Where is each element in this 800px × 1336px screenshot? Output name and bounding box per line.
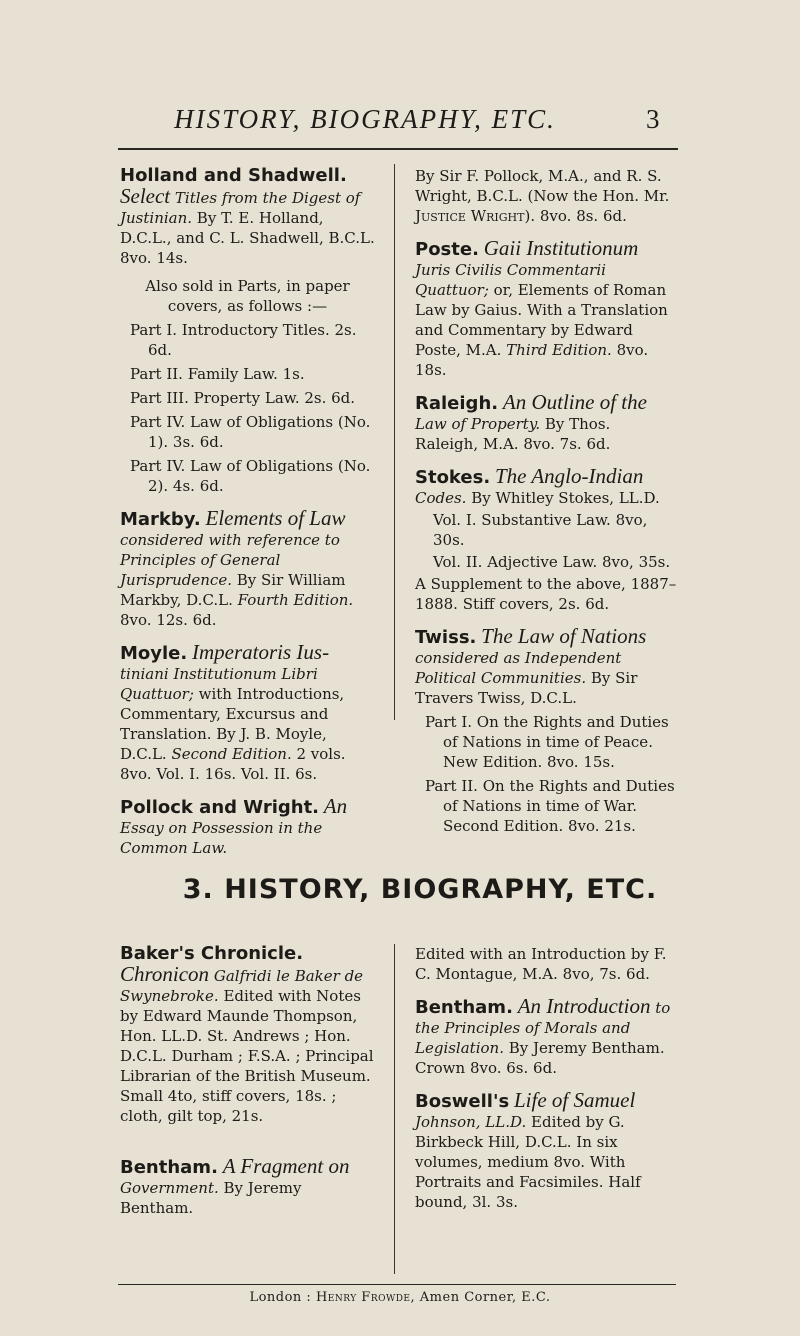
- left-column-top: [120, 166, 375, 870]
- entry-details: Edited by G. Birkbeck Hill, D.C.L. In six volumes, medium 8vo. With Portraits and Facsimiles. Half bound, 3l. 3s.: [415, 1113, 641, 1211]
- entry-author: Poste.: [415, 239, 479, 260]
- entry-baker-chronicle: [120, 944, 375, 1126]
- part-item: Part II. Family Law. 1s.: [130, 365, 305, 383]
- entry-price: 8vo. 18s.: [415, 341, 649, 379]
- entry-boswell: [415, 1090, 677, 1212]
- entry-title: An: [323, 794, 348, 818]
- entry-description: Juris Civilis Commentarii Quattuor;: [415, 261, 606, 299]
- volume-item: Vol. II. Adjective Law. 8vo, 35s.: [433, 553, 671, 571]
- entry-description: Titles from the Digest of Justinian.: [120, 189, 361, 227]
- entry-details: By Thos. Raleigh, M.A. 8vo. 7s. 6d.: [415, 415, 611, 453]
- entry-edition: Second Edition.: [171, 745, 292, 763]
- supplement-item: A Supplement to the above, 1887–1888. Stiff covers, 2s. 6d.: [415, 575, 677, 613]
- entry-edition: Third Edition.: [506, 341, 612, 359]
- footer-suffix: , Amen Corner, E.C.: [410, 1290, 551, 1305]
- entry-details: or, Elements of Roman Law by Gaius. With a Translation and Commentary by Edward Poste, M.A.: [415, 281, 668, 359]
- footer-publisher: Henry Frowde: [315, 1290, 411, 1305]
- entry-poste: [415, 238, 677, 380]
- entry-details: By T. E. Holland, D.C.L., and C. L. Shadwell, B.C.L. 8vo. 14s.: [120, 209, 375, 267]
- entry-details: By Sir Travers Twiss, D.C.L.: [415, 669, 638, 707]
- entry-details: Edited with an Introduction by F. C. Montague, M.A. 8vo, 7s. 6d.: [415, 945, 667, 983]
- entry-markby: [120, 508, 375, 630]
- bottom-rule: [118, 1284, 676, 1285]
- entry-pollock-wright: [120, 796, 375, 858]
- entry-title: Select: [120, 184, 171, 208]
- entry-description: tiniani Institutionum Libri Quattuor;: [120, 665, 318, 703]
- entry-author: Pollock and Wright.: [120, 797, 320, 818]
- entry-edition: Fourth Edition.: [237, 591, 354, 609]
- entry-description: Essay on Possession in the Common Law.: [120, 819, 323, 857]
- entry-author: Raleigh.: [415, 393, 499, 414]
- entry-price: ). 8vo. 8s. 6d.: [524, 207, 627, 225]
- entry-description: Government.: [120, 1179, 219, 1197]
- entry-raleigh: [415, 392, 677, 454]
- entry-description: to the Principles of Morals and Legislation.: [415, 999, 671, 1057]
- entry-pollock-continued: [415, 166, 677, 226]
- section-heading: 3. HISTORY, BIOGRAPHY, ETC.: [182, 874, 658, 905]
- entry-description: Codes.: [415, 489, 467, 507]
- top-rule: [118, 148, 678, 150]
- entry-author: Bentham.: [415, 997, 513, 1018]
- entry-moyle: [120, 642, 375, 784]
- entry-title: Chronicon: [120, 962, 210, 986]
- entry-details: By Whitley Stokes, LL.D.: [466, 489, 660, 507]
- entry-author: Stokes.: [415, 467, 491, 488]
- entry-description: Law of Property.: [415, 415, 541, 433]
- entry-holland-shadwell: [120, 166, 375, 496]
- right-column-bottom: [415, 944, 677, 1224]
- part-item: Part III. Property Law. 2s. 6d.: [130, 389, 356, 407]
- entry-author: Baker's Chronicle.: [120, 943, 304, 964]
- column-divider-bottom: [394, 944, 395, 1274]
- entry-title: Gaii Institutionum: [483, 236, 639, 260]
- entry-description: considered as Independent Political Communities.: [415, 649, 622, 687]
- entry-title: The Law of Nations: [481, 624, 647, 648]
- entry-price: 8vo. 12s. 6d.: [120, 611, 217, 629]
- volume-item: Vol. I. Substantive Law. 8vo, 30s.: [433, 511, 648, 549]
- left-column-bottom: [120, 944, 375, 1230]
- entry-author: Markby.: [120, 509, 201, 530]
- entry-price: 2 vols. 8vo. Vol. I. 16s. Vol. II. 6s.: [120, 745, 346, 783]
- footer-prefix: London :: [249, 1290, 316, 1305]
- entry-details: By Sir William Markby, D.C.L.: [120, 571, 346, 609]
- entry-bentham-fragment: [120, 1156, 375, 1218]
- entry-title: The Anglo-Indian: [494, 464, 644, 488]
- entry-author: Twiss.: [415, 627, 477, 648]
- part-item: Part I. Introductory Titles. 2s. 6d.: [130, 321, 357, 359]
- entry-smallcaps: Justice Wright: [415, 207, 525, 225]
- entry-details: Edited with Notes by Edward Maunde Thompson, Hon. LL.D. St. Andrews ; Hon. D.C.L. Durham ; F.S.A. ; Principal Librarian of the British Museum. Small 4to, stiff covers, 18s. ; cloth, gilt top, 21s.: [120, 987, 374, 1125]
- entry-details: with Introductions, Commentary, Excursus and Translation. By J. B. Moyle, D.C.L.: [120, 685, 345, 763]
- entry-details: By Sir F. Pollock, M.A., and R. S. Wright, B.C.L. (Now the Hon. Mr.: [415, 167, 670, 205]
- entry-description: Galfridi le Baker de Swynebroke.: [120, 967, 364, 1005]
- entry-author: Moyle.: [120, 643, 188, 664]
- running-head-title: HISTORY, BIOGRAPHY, ETC.: [174, 104, 556, 134]
- entry-twiss: [415, 626, 677, 836]
- part-item: Part II. On the Rights and Duties of Nations in time of War. Second Edition. 8vo. 21s.: [425, 777, 675, 835]
- entry-description: considered with reference to Principles of General Jurisprudence.: [120, 531, 340, 589]
- entry-title: Imperatoris Ius-: [192, 640, 330, 664]
- entry-title: An Introduction: [517, 994, 651, 1018]
- entry-title: Life of Samuel: [513, 1088, 636, 1112]
- running-head: [0, 104, 800, 144]
- entry-description: Johnson, LL.D.: [415, 1113, 527, 1131]
- entry-author: Boswell's: [415, 1091, 510, 1112]
- entry-details: By Jeremy Bentham. Crown 8vo. 6s. 6d.: [415, 1039, 665, 1077]
- part-item: Part I. On the Rights and Duties of Nations in time of Peace. New Edition. 8vo. 15s.: [425, 713, 669, 771]
- publisher-footer: [0, 1290, 800, 1305]
- entry-fragment-continued: [415, 944, 677, 984]
- entry-author: Holland and Shadwell.: [120, 165, 347, 186]
- entry-author: Bentham.: [120, 1157, 218, 1178]
- column-divider-top: [394, 164, 395, 720]
- part-item: Part IV. Law of Obligations (No. 2). 4s. 6d.: [130, 457, 371, 495]
- right-column-top: [415, 166, 677, 848]
- entry-title: A Fragment on: [222, 1154, 350, 1178]
- page-number: 3: [646, 104, 660, 134]
- part-item: Part IV. Law of Obligations (No. 1). 3s. 6d.: [130, 413, 371, 451]
- entry-title: Elements of Law: [205, 506, 346, 530]
- parts-intro: Also sold in Parts, in paper covers, as follows :—: [145, 277, 350, 315]
- entry-title: An Outline of the: [502, 390, 647, 414]
- entry-details: By Jeremy Bentham.: [120, 1179, 302, 1217]
- entry-stokes: [415, 466, 677, 614]
- entry-bentham-introduction: [415, 996, 677, 1078]
